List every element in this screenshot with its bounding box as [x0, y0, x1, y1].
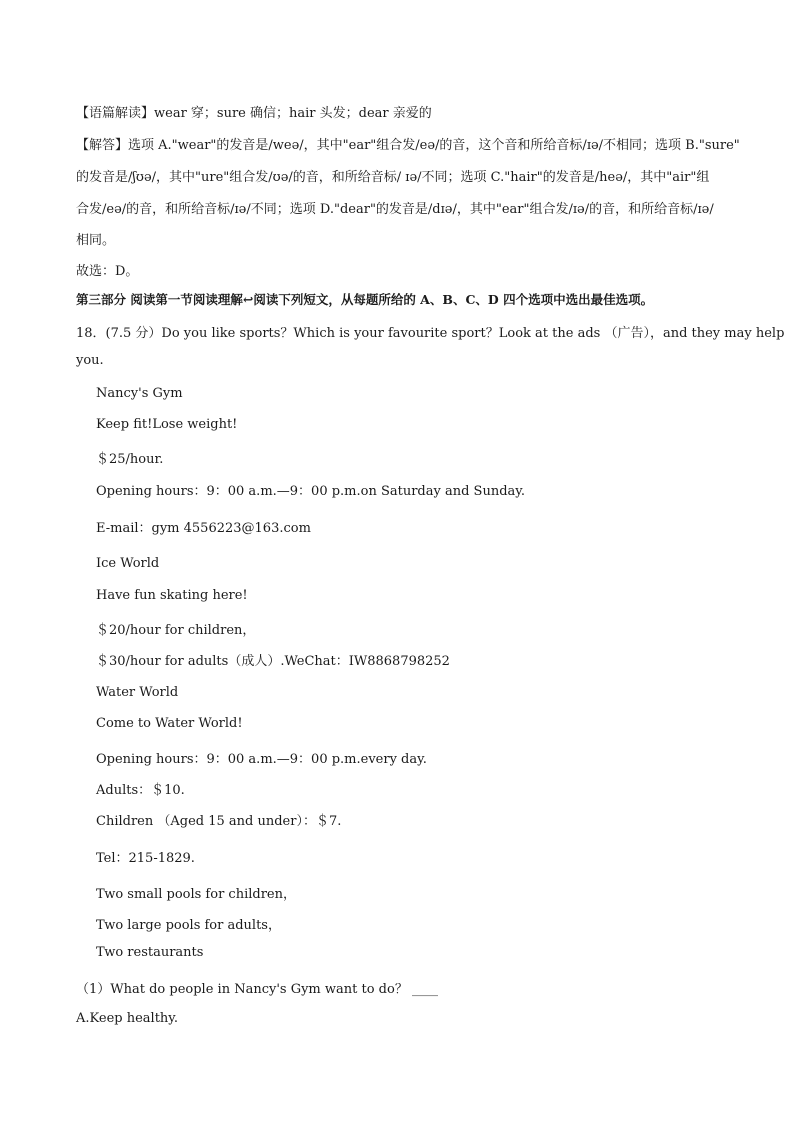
- choice-line: 故选：D。: [76, 264, 139, 279]
- ad-line: Two restaurants: [96, 945, 204, 960]
- option-a: A.Keep healthy.: [76, 1011, 179, 1026]
- ad-line: Ice World: [96, 556, 160, 571]
- ad-line: Two large pools for adults，: [96, 918, 281, 933]
- answer-line: 的发音是/ʃʊə/，其中"ure"组合发/ʊə/的音，和所给音标/ ɪə/不同；选项 C."hair"的发音是/heə/，其中"air"组: [76, 170, 710, 185]
- ad-line: E-mail：gym 4556223@163.com: [96, 521, 311, 536]
- ad-line: ＄30/hour for adults（成人）.WeChat：IW8868798252: [96, 654, 450, 669]
- ad-line: Opening hours：9：00 a.m.—9：00 p.m.on Saturday and Sunday.: [96, 484, 526, 499]
- section-heading: 第三部分 阅读第一节阅读理解↩阅读下列短文，从每题所给的 A、B、C、D 四个选项中选出最佳选项。: [76, 292, 654, 307]
- ad-line: ＄25/hour.: [96, 452, 164, 467]
- answer-line: 相同。: [76, 233, 116, 248]
- ad-line: Nancy's Gym: [96, 386, 183, 401]
- sub-question: （1）What do people in Nancy's Gym want to do？ ____: [76, 982, 438, 997]
- ad-line: Tel：215-1829.: [96, 851, 195, 866]
- analysis-line: 【语篇解读】wear 穿；sure 确信；hair 头发；dear 亲爱的: [76, 106, 432, 121]
- answer-line: 【解答】选项 A."wear"的发音是/weə/，其中"ear"组合发/eə/的音，这个音和所给音标/ɪə/不相同；选项 B."sure": [76, 138, 740, 153]
- ad-line: Water World: [96, 685, 179, 700]
- ad-line: Come to Water World!: [96, 716, 243, 731]
- question-intro: 18．(7.5 分）Do you like sports？Which is your favourite sport？Look at the ads （广告），and they may help: [76, 326, 785, 341]
- ad-line: Children （Aged 15 and under）：＄7.: [96, 814, 342, 829]
- question-intro: you.: [76, 353, 104, 368]
- answer-line: 合发/eə/的音，和所给音标/ɪə/不同；选项 D."dear"的发音是/dɪə/，其中"ear"组合发/ɪə/的音，和所给音标/ɪə/: [76, 202, 714, 217]
- ad-line: Have fun skating here!: [96, 588, 248, 603]
- ad-line: Keep fit!Lose weight!: [96, 417, 238, 432]
- ad-line: Two small pools for children，: [96, 887, 296, 902]
- ad-line: ＄20/hour for children，: [96, 623, 256, 638]
- ad-line: Opening hours：9：00 a.m.—9：00 p.m.every day.: [96, 752, 427, 767]
- ad-line: Adults：＄10.: [96, 783, 185, 798]
